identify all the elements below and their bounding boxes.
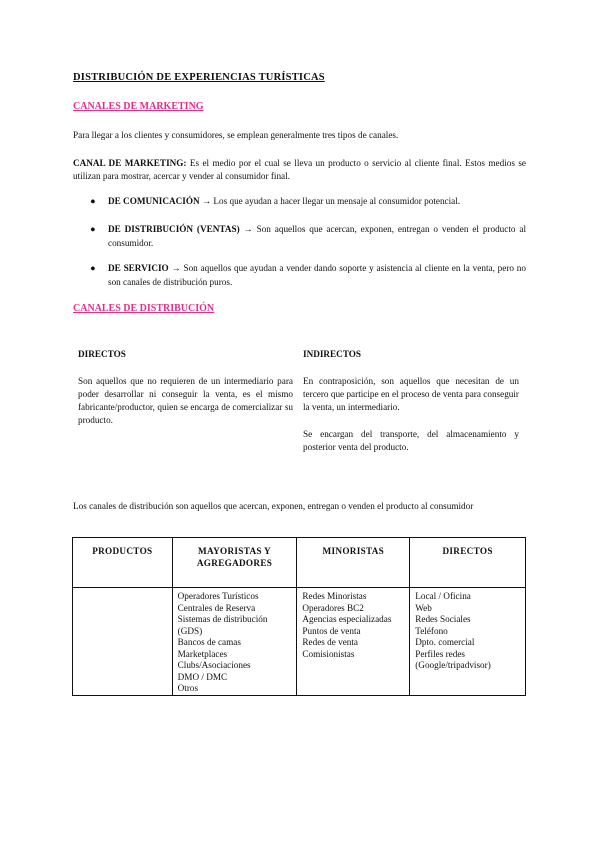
list-item: (Google/tripadvisor): [415, 660, 491, 670]
header-directos: DIRECTOS: [410, 538, 526, 588]
cell-directos: [410, 588, 526, 696]
list-item: (GDS): [177, 625, 203, 636]
indirectos-text-2: Se encargan del transporte, del almacenamiento y posterior venta del producto.: [303, 429, 519, 452]
list-item: Puntos de venta: [302, 625, 361, 636]
list-item: Otros: [177, 683, 199, 693]
list-item: Web: [415, 602, 432, 613]
list-item: Operadores BC2: [302, 602, 364, 613]
page-title: DISTRIBUCIÓN DE EXPERIENCIAS TURÍSTICAS: [73, 72, 325, 83]
list-item: Agencias especializadas: [302, 614, 392, 624]
list-item: Comisionistas: [302, 648, 355, 659]
bullet-text: Son aquellos que ayudan a vender dando soporte y asistencia al cliente en la venta, pero no son canales de distribución puros.: [108, 263, 526, 287]
cell-productos: [73, 588, 173, 696]
list-item: Teléfono: [415, 625, 448, 636]
bullet-distribucion: [90, 223, 526, 250]
list-item: Local / Oficina: [415, 591, 471, 601]
table-header-row: [73, 538, 526, 588]
marketing-heading: CANALES DE MARKETING: [73, 101, 204, 112]
distribution-heading: CANALES DE DISTRIBUCIÓN: [73, 303, 215, 314]
list-item: Marketplaces: [177, 648, 228, 659]
indirectos-text-1: En contraposición, son aquellos que necesitan de un tercero que participe en el proceso de venta para conseguir la venta, un intermediario.: [303, 376, 519, 412]
canal-paragraph: [73, 157, 526, 183]
bullet-text: Los que ayudan a hacer llegar un mensaje al consumidor potencial.: [211, 196, 461, 206]
bullet-label: DE SERVICIO →: [108, 263, 181, 273]
list-item: Perfiles redes: [415, 648, 465, 659]
list-item: Bancos de camas: [177, 637, 241, 647]
bullet-label: DE DISTRIBUCIÓN (VENTAS) →: [108, 224, 253, 234]
intro-paragraph: Para llegar a los clientes y consumidores, se emplean generalmente tres tipos de canales.: [73, 130, 399, 140]
directos-text: Son aquellos que no requieren de un intermediario para poder desarrollar ni conseguir la venta, es el mismo fabricante/productor, quien se encarga de comercializar su producto.: [78, 376, 293, 425]
canal-text: Es el medio por el cual se lleva un producto o servicio al cliente final. Estos medios se utilizan para mostrar, acercar y vender al consumidor final.: [73, 158, 526, 181]
table-row: [73, 588, 526, 696]
cell-mayoristas: [172, 588, 297, 696]
header-minoristas: MINORISTAS: [297, 538, 410, 588]
list-item: Redes Sociales: [415, 614, 471, 624]
bullet-dot-icon: ●: [90, 263, 96, 273]
list-item: Sistemas de distribución: [177, 614, 268, 624]
header-mayoristas: MAYORISTAS Y AGREGADORES: [172, 538, 297, 588]
list-item: Redes Minoristas: [302, 591, 367, 601]
header-productos: PRODUCTOS: [73, 538, 173, 588]
list-item: Dpto. comercial: [415, 637, 475, 647]
bullet-servicio: [90, 262, 526, 289]
list-item: Redes de venta: [302, 637, 359, 647]
canal-label: CANAL DE MARKETING:: [73, 158, 187, 168]
list-item: Operadores Turísticos: [177, 591, 259, 601]
summary-paragraph: Los canales de distribución son aquellos que acercan, exponen, entregan o venden el producto al consumidor: [73, 501, 474, 511]
directos-title: DIRECTOS: [78, 349, 126, 359]
list-item: Clubs/Asociaciones: [177, 660, 251, 670]
bullet-dot-icon: ●: [90, 196, 96, 206]
cell-minoristas: [297, 588, 410, 696]
list-item: Centrales de Reserva: [177, 602, 256, 613]
bullet-comunicacion: [90, 195, 528, 209]
bullet-label: DE COMUNICACIÓN →: [108, 196, 212, 206]
distribution-table: [72, 537, 526, 696]
list-item: DMO / DMC: [177, 671, 228, 682]
bullet-dot-icon: ●: [90, 224, 96, 234]
bullet-text: Son aquellos que acercan, exponen, entregan o venden el producto al consumidor.: [108, 224, 526, 248]
indirectos-title: INDIRECTOS: [303, 349, 362, 359]
